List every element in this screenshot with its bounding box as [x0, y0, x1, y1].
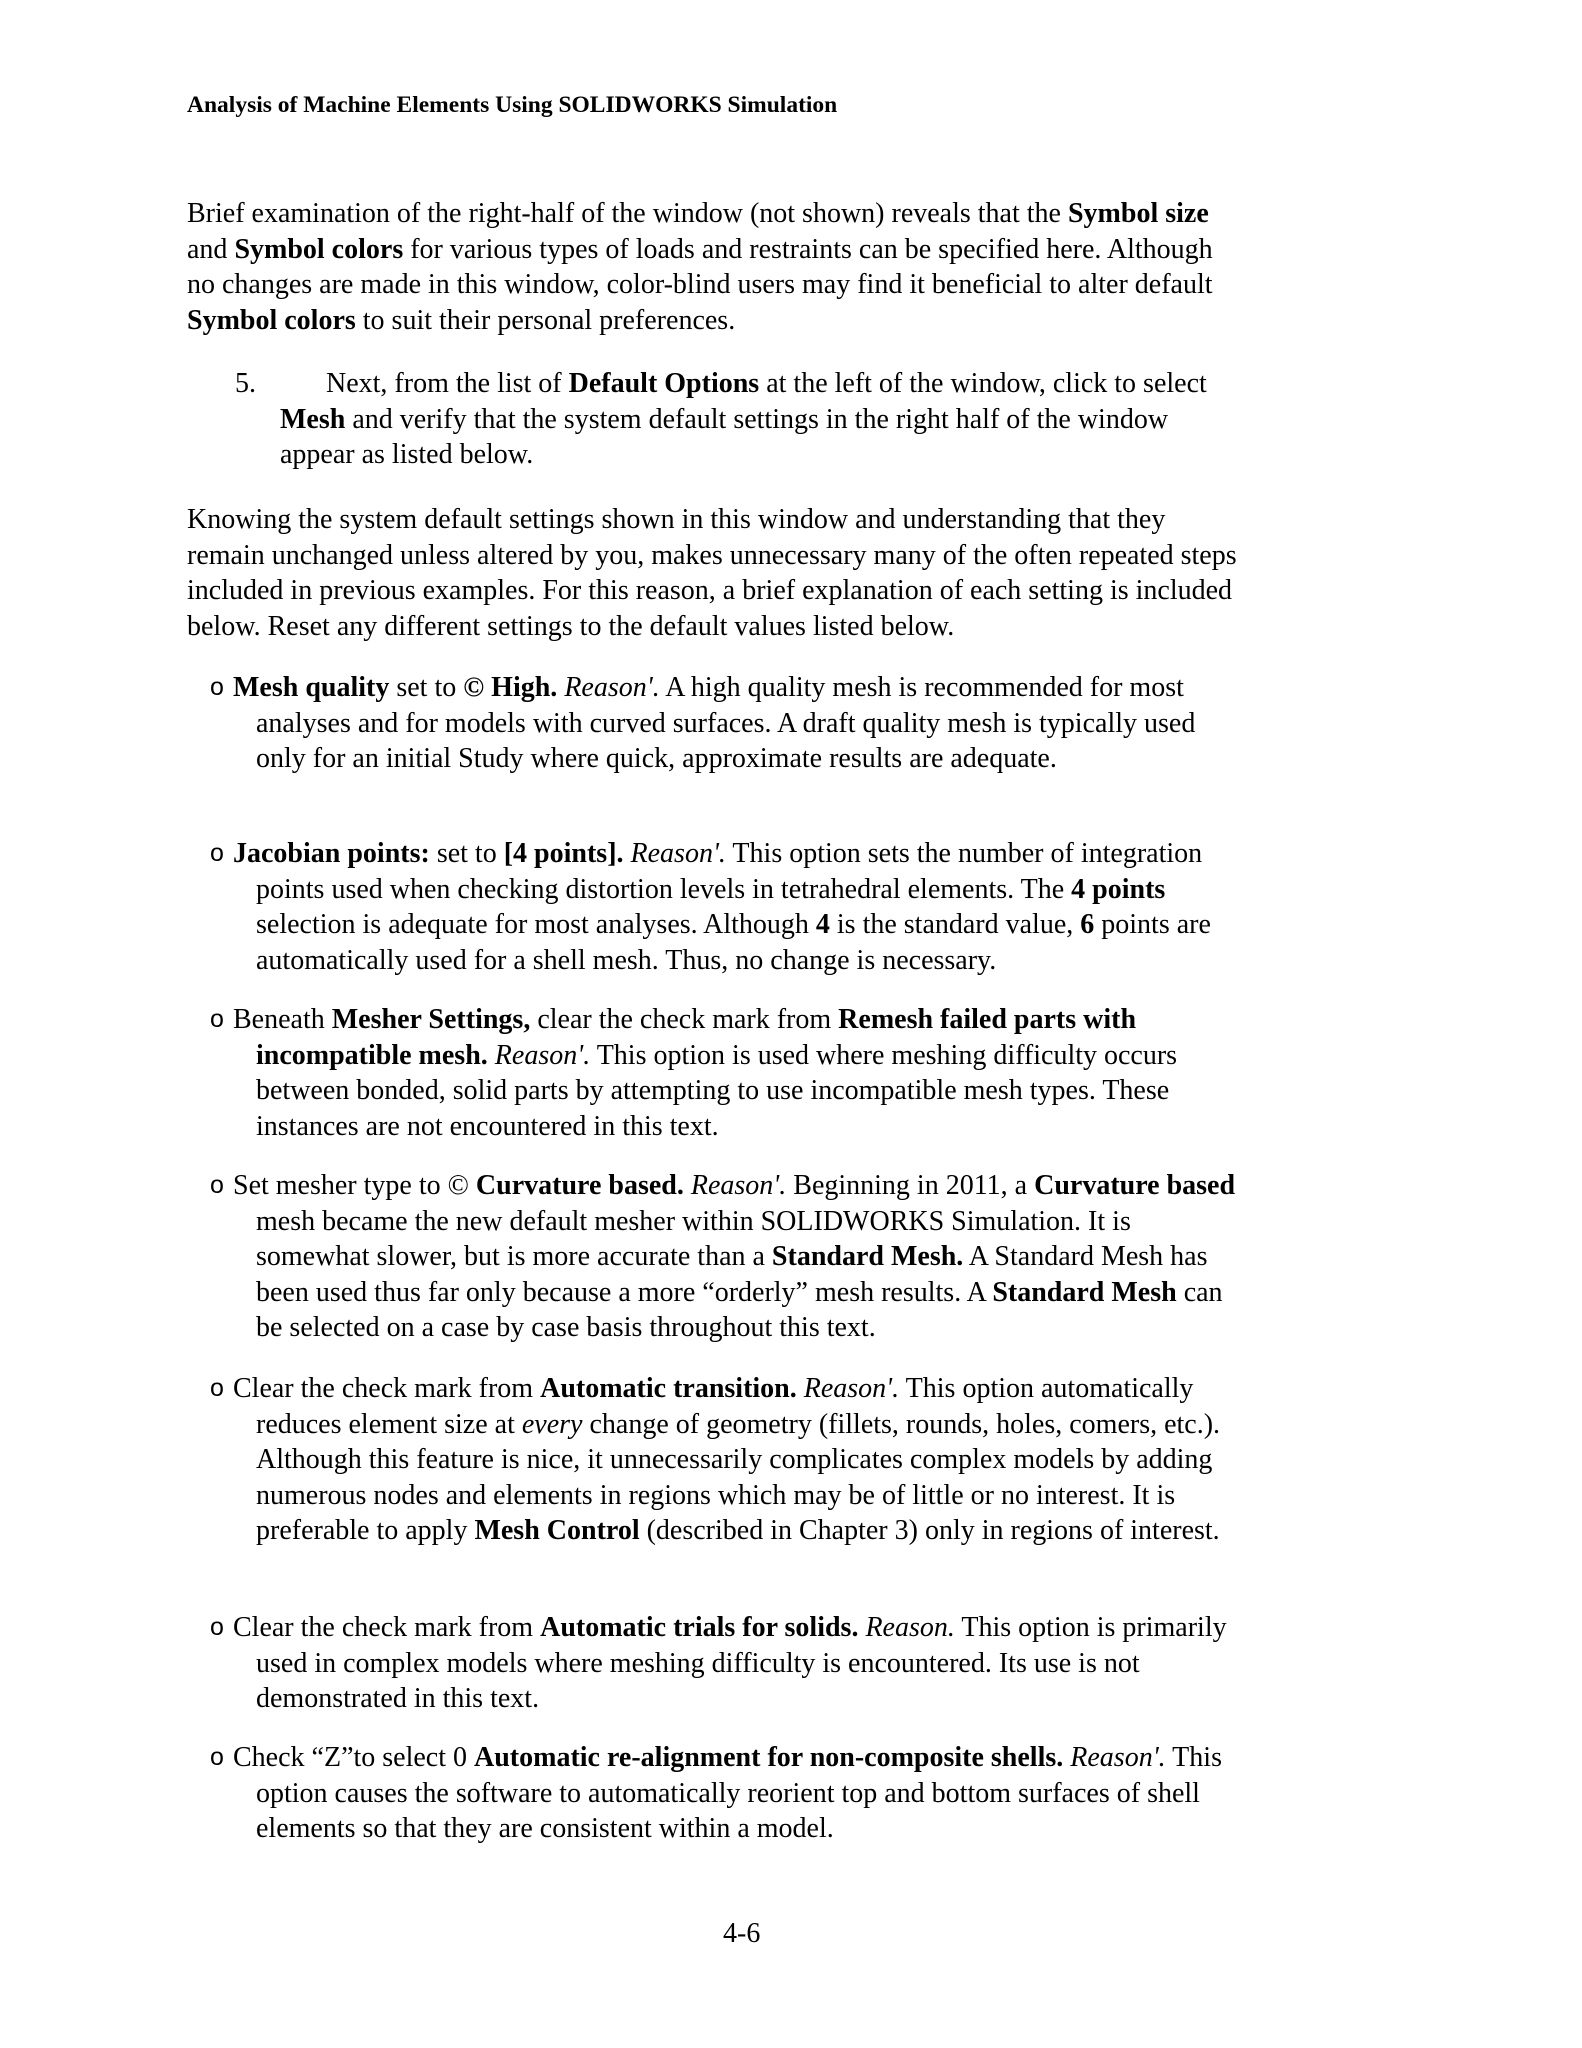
step-5	[235, 366, 1240, 473]
intro-text-4: to suit their personal preferences.	[355, 304, 736, 336]
bold-mesh-quality: Mesh quality	[233, 672, 390, 703]
bullet-mesher-type	[210, 1168, 1240, 1346]
page-number: 4-6	[723, 1918, 761, 1949]
intro-text-2: and	[187, 233, 235, 265]
running-header: Analysis of Machine Elements Using SOLIDWORKS Simulation	[187, 92, 838, 118]
bold-standard-mesh: Standard Mesh.	[771, 1241, 964, 1272]
text: is the standard value,	[829, 909, 1081, 940]
bullet-marker: o	[210, 1171, 224, 1199]
bold-automatic-realignment: Automatic re-alignment for non-composite shells.	[474, 1742, 1064, 1773]
text: can be selected on a case by case basis throughout this text.	[256, 1276, 1223, 1343]
reason-label: Reason'.	[803, 1373, 900, 1404]
text: Clear the check mark from	[233, 1612, 541, 1643]
text: selection is adequate for most analyses. Although	[256, 909, 816, 940]
bullet-marker: o	[210, 673, 224, 701]
reason-label: Reason'.	[564, 672, 660, 703]
bold-4-points-2: 4 points	[1071, 873, 1166, 905]
text: Beneath	[233, 1004, 332, 1035]
text: Check “Z”to select 0	[233, 1742, 475, 1773]
reason-label: Reason'.	[630, 838, 726, 869]
bullet-content	[210, 1168, 1240, 1346]
text: A Standard Mesh has been used thus far only because a more “orderly” mesh results. A	[256, 1241, 1208, 1308]
step-5-text-2: at the left of the window, click to select	[759, 368, 1207, 399]
text: This option is used where meshing difficulty occurs between bonded, solid parts by attempting to use incompatible mesh types. These instances are not encountered in this text.	[256, 1039, 1178, 1142]
text: Beginning in 2011, a	[786, 1170, 1035, 1201]
step-number: 5.	[235, 368, 256, 399]
reason-label: Reason'.	[690, 1170, 787, 1201]
bold-4: 4	[815, 909, 830, 940]
bold-jacobian-points: Jacobian points:	[233, 838, 430, 869]
bold-6: 6	[1080, 909, 1095, 940]
intro-text-1: Brief examination of the right-half of the window (not shown) reveals that the	[187, 198, 1068, 229]
step-5-text-3: and verify that the system default settings in the right half of the window appear as listed below.	[280, 403, 1169, 470]
intro-bold-symbol-colors: Symbol colors	[234, 233, 404, 265]
text: A high quality mesh is recommended for most analyses and for models with curved surfaces. A draft quality mesh is typically used only for an initial Study where quick, approximate results are adequate.	[256, 672, 1196, 774]
reason-label: Reason.	[865, 1612, 955, 1643]
text: Set mesher type to ©	[233, 1170, 476, 1201]
bullet-marker: o	[210, 1613, 224, 1641]
bold-mesher-settings: Mesher Settings,	[331, 1004, 531, 1035]
reason-label: Reason'.	[494, 1039, 591, 1071]
step-5-bold-default-options: Default Options	[568, 368, 760, 399]
step-5-bold-mesh: Mesh	[280, 403, 346, 435]
bullet-automatic-trials	[210, 1610, 1240, 1717]
italic-every: every	[521, 1408, 583, 1440]
bullet-mesh-quality	[210, 670, 1240, 777]
bold-automatic-transition: Automatic transition.	[540, 1373, 797, 1404]
bullet-marker: o	[210, 1743, 224, 1771]
bold-remesh-failed-parts: Remesh failed parts with incompatible mesh.	[256, 1004, 1137, 1071]
text: change of geometry (fillets, rounds, holes, comers, etc.). Although this feature is nice, it unnecessarily complicates complex models by adding numerous nodes and elements in regions which may be of little or no interest. It is preferable to apply	[256, 1408, 1221, 1546]
bold-curvature-based-2: Curvature based	[1034, 1170, 1236, 1201]
text: This option causes the software to automatically reorient top and bottom surfaces of shell elements so that they are consistent within a model.	[256, 1742, 1222, 1844]
bold-curvature-based: Curvature based.	[475, 1170, 684, 1201]
bold-high: © High.	[463, 672, 558, 703]
text: (described in Chapter 3) only in regions of interest.	[639, 1515, 1220, 1546]
text: set to	[389, 672, 464, 703]
text: This option is primarily used in complex models where meshing difficulty is encountered. Its use is not demonstrated in this text.	[256, 1612, 1227, 1714]
knowing-paragraph: Knowing the system default settings shown in this window and understanding that they remain unchanged unless altered by you, makes unnecessary many of the often repeated steps included in previous examples. For this reason, a brief explanation of each setting is included below. Reset any different settings to the default values listed below.	[187, 504, 1237, 642]
bullet-automatic-transition	[210, 1371, 1240, 1549]
step-5-text-1: Next, from the list of	[326, 368, 569, 399]
bullet-content	[210, 836, 1240, 978]
intro-text-3: for various types of loads and restraints can be specified here. Although no changes are made in this window, color-blind users may find it beneficial to alter default	[187, 233, 1213, 300]
reason-label: Reason'.	[1070, 1742, 1166, 1773]
bullet-content	[210, 1610, 1240, 1717]
intro-bold-symbol-colors-2: Symbol colors	[187, 304, 356, 336]
bold-4-points: [4 points].	[503, 838, 624, 869]
bullet-content	[210, 670, 1240, 777]
intro-bold-symbol-size: Symbol size	[1067, 198, 1209, 229]
bullet-automatic-realignment	[210, 1740, 1240, 1847]
bold-mesh-control: Mesh Control	[474, 1515, 640, 1546]
step-5-text	[280, 366, 1240, 473]
bold-standard-mesh-2: Standard Mesh	[992, 1276, 1177, 1308]
bullet-marker: o	[210, 839, 224, 867]
text: This option sets the number of integration points used when checking distortion levels in tetrahedral elements. The	[256, 838, 1203, 905]
bullet-content	[210, 1371, 1240, 1549]
text: Clear the check mark from	[233, 1373, 541, 1404]
text: set to	[429, 838, 504, 869]
text: mesh became the new default mesher within SOLIDWORKS Simulation. It is somewhat slower, but is more accurate than a	[256, 1205, 1131, 1272]
bullet-content	[210, 1002, 1240, 1144]
bullet-marker: o	[210, 1005, 224, 1033]
bullet-jacobian-points	[210, 836, 1240, 978]
bold-automatic-trials: Automatic trials for solids.	[540, 1612, 859, 1643]
text: points are automatically used for a shell mesh. Thus, no change is necessary.	[256, 909, 1211, 976]
intro-paragraph	[187, 196, 1247, 338]
text: clear the check mark from	[530, 1004, 839, 1035]
bullet-content	[210, 1740, 1240, 1847]
bullet-mesher-settings	[210, 1002, 1240, 1144]
text: This option automatically reduces element size at	[256, 1373, 1194, 1440]
bullet-marker: o	[210, 1374, 224, 1402]
